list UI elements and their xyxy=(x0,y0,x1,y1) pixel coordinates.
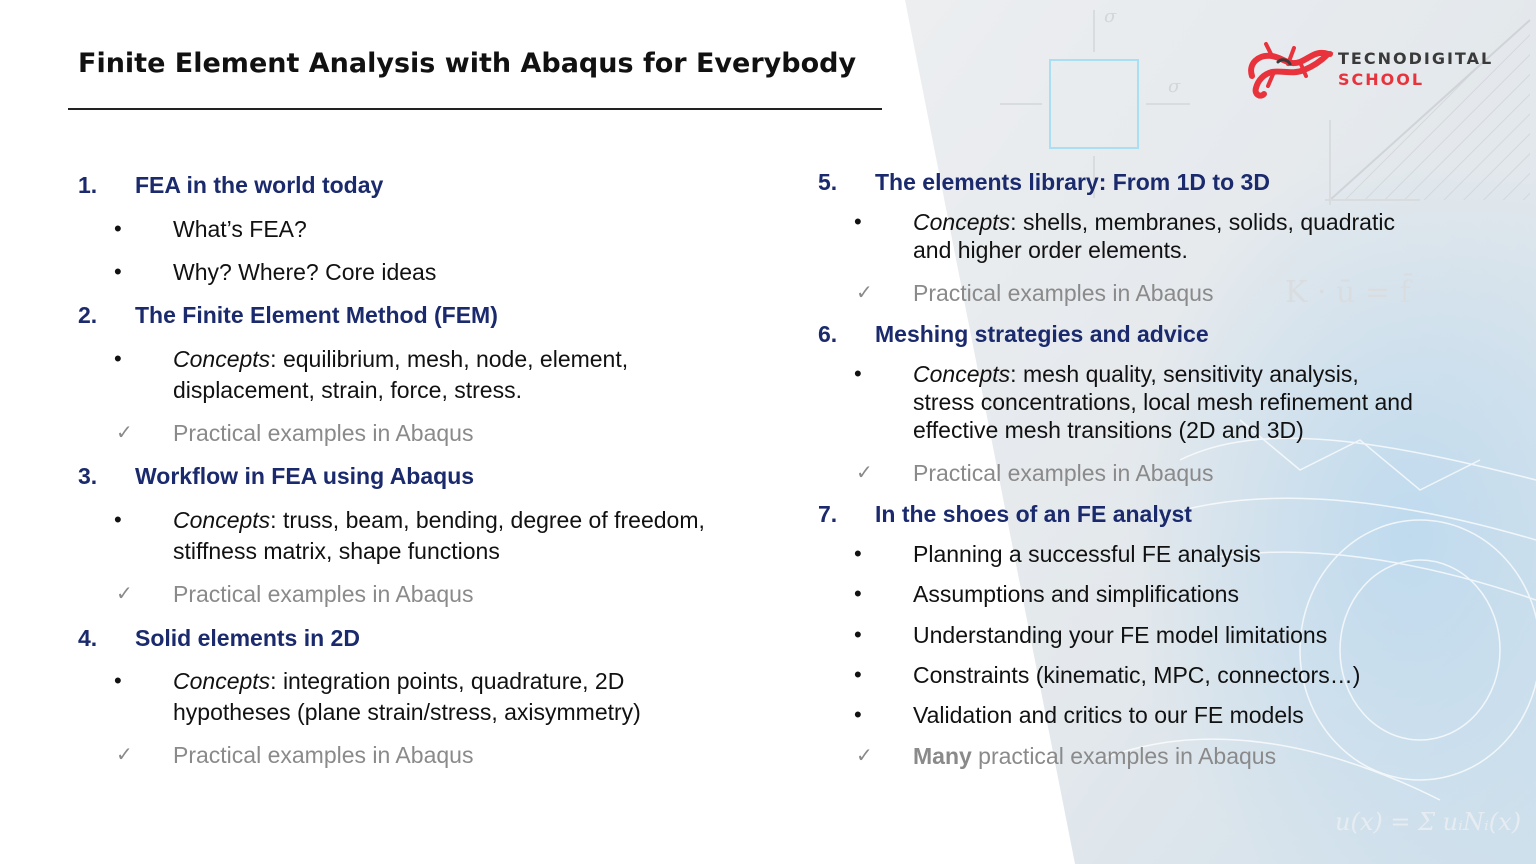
many-label: Many xyxy=(913,743,972,769)
list-item: What’s FEA? xyxy=(173,216,307,242)
section-title: Solid elements in 2D xyxy=(135,625,360,651)
section-title: FEA in the world today xyxy=(135,172,384,198)
section-number: 2. xyxy=(78,302,98,328)
concepts-label: Concepts xyxy=(913,209,1011,235)
list-item xyxy=(913,207,1395,238)
checkmark-icon: ✓ xyxy=(116,581,133,605)
list-item: Assumptions and simplifications xyxy=(913,581,1239,607)
list-item xyxy=(913,359,1359,390)
formula-sigma-y: σ xyxy=(1104,6,1117,27)
section-title: Workflow in FEA using Abaqus xyxy=(135,463,475,489)
tecnodigital-logo xyxy=(1244,40,1504,102)
bullet-icon: • xyxy=(854,581,862,606)
concepts-label: Concepts xyxy=(173,346,271,372)
bullet-icon: • xyxy=(114,668,122,693)
list-item xyxy=(173,344,628,375)
practical-item xyxy=(913,741,1276,772)
title-divider xyxy=(68,108,882,110)
bullet-icon: • xyxy=(114,259,122,284)
checkmark-icon: ✓ xyxy=(116,742,133,766)
checkmark-icon: ✓ xyxy=(856,280,873,304)
item-text: : equilibrium, mesh, node, element, xyxy=(270,346,629,372)
bullet-icon: • xyxy=(854,209,862,234)
bullet-icon: • xyxy=(114,216,122,241)
checkmark-icon: ✓ xyxy=(856,743,873,767)
practical-item: Practical examples in Abaqus xyxy=(913,460,1214,486)
gecko-icon xyxy=(1244,40,1334,102)
item-text: : truss, beam, bending, degree of freedom, xyxy=(270,507,705,533)
section-number: 5. xyxy=(818,169,838,195)
list-item-continuation: displacement, strain, force, stress. xyxy=(173,377,522,403)
item-text: : shells, membranes, solids, quadratic xyxy=(1010,209,1395,235)
bullet-icon: • xyxy=(114,346,122,371)
page-title: Finite Element Analysis with Abaqus for Everybody xyxy=(78,48,857,79)
formula-shape: u(x) = Σ uᵢNᵢ(x) xyxy=(1335,808,1522,836)
formula-stiffness: K · ū = f̄ xyxy=(1285,275,1411,310)
concepts-label: Concepts xyxy=(913,361,1011,387)
bullet-icon: • xyxy=(114,507,122,532)
practical-item: Practical examples in Abaqus xyxy=(913,280,1214,306)
section-number: 7. xyxy=(818,501,838,527)
practical-item: Practical examples in Abaqus xyxy=(173,420,474,446)
practical-item: Practical examples in Abaqus xyxy=(173,742,474,768)
list-item: Validation and critics to our FE models xyxy=(913,702,1304,728)
list-item: Planning a successful FE analysis xyxy=(913,541,1261,567)
concepts-label: Concepts xyxy=(173,507,271,533)
section-title: Meshing strategies and advice xyxy=(875,321,1209,347)
logo-line-2: SCHOOL xyxy=(1338,70,1425,89)
list-item-continuation: and higher order elements. xyxy=(913,237,1188,263)
practical-item: Practical examples in Abaqus xyxy=(173,581,474,607)
checkmark-icon: ✓ xyxy=(116,420,133,444)
list-item xyxy=(173,666,624,697)
section-number: 1. xyxy=(78,172,98,198)
logo-line-1: TECNODIGITAL xyxy=(1338,49,1494,68)
checkmark-icon: ✓ xyxy=(856,460,873,484)
item-text: : mesh quality, sensitivity analysis, xyxy=(1010,361,1359,387)
section-number: 4. xyxy=(78,625,98,651)
list-item xyxy=(173,505,705,536)
list-item: Understanding your FE model limitations xyxy=(913,622,1328,648)
section-number: 3. xyxy=(78,463,98,489)
list-item-continuation: effective mesh transitions (2D and 3D) xyxy=(913,417,1304,443)
bullet-icon: • xyxy=(854,702,862,727)
item-text: : integration points, quadrature, 2D xyxy=(270,668,625,694)
section-title: The Finite Element Method (FEM) xyxy=(135,302,498,328)
bullet-icon: • xyxy=(854,541,862,566)
concepts-label: Concepts xyxy=(173,668,271,694)
bullet-icon: • xyxy=(854,662,862,687)
section-title: In the shoes of an FE analyst xyxy=(875,501,1192,527)
list-item-continuation: hypotheses (plane strain/stress, axisymmetry) xyxy=(173,699,641,725)
section-title: The elements library: From 1D to 3D xyxy=(875,169,1270,195)
bullet-icon: • xyxy=(854,622,862,647)
list-item: Why? Where? Core ideas xyxy=(173,259,437,285)
bullet-icon: • xyxy=(854,361,862,386)
list-item-continuation: stiffness matrix, shape functions xyxy=(173,538,500,564)
formula-sigma-x: σ xyxy=(1168,76,1181,97)
list-item-continuation: stress concentrations, local mesh refinement and xyxy=(913,389,1413,415)
list-item: Constraints (kinematic, MPC, connectors…) xyxy=(913,662,1361,688)
item-text: practical examples in Abaqus xyxy=(971,743,1277,769)
section-number: 6. xyxy=(818,321,838,347)
